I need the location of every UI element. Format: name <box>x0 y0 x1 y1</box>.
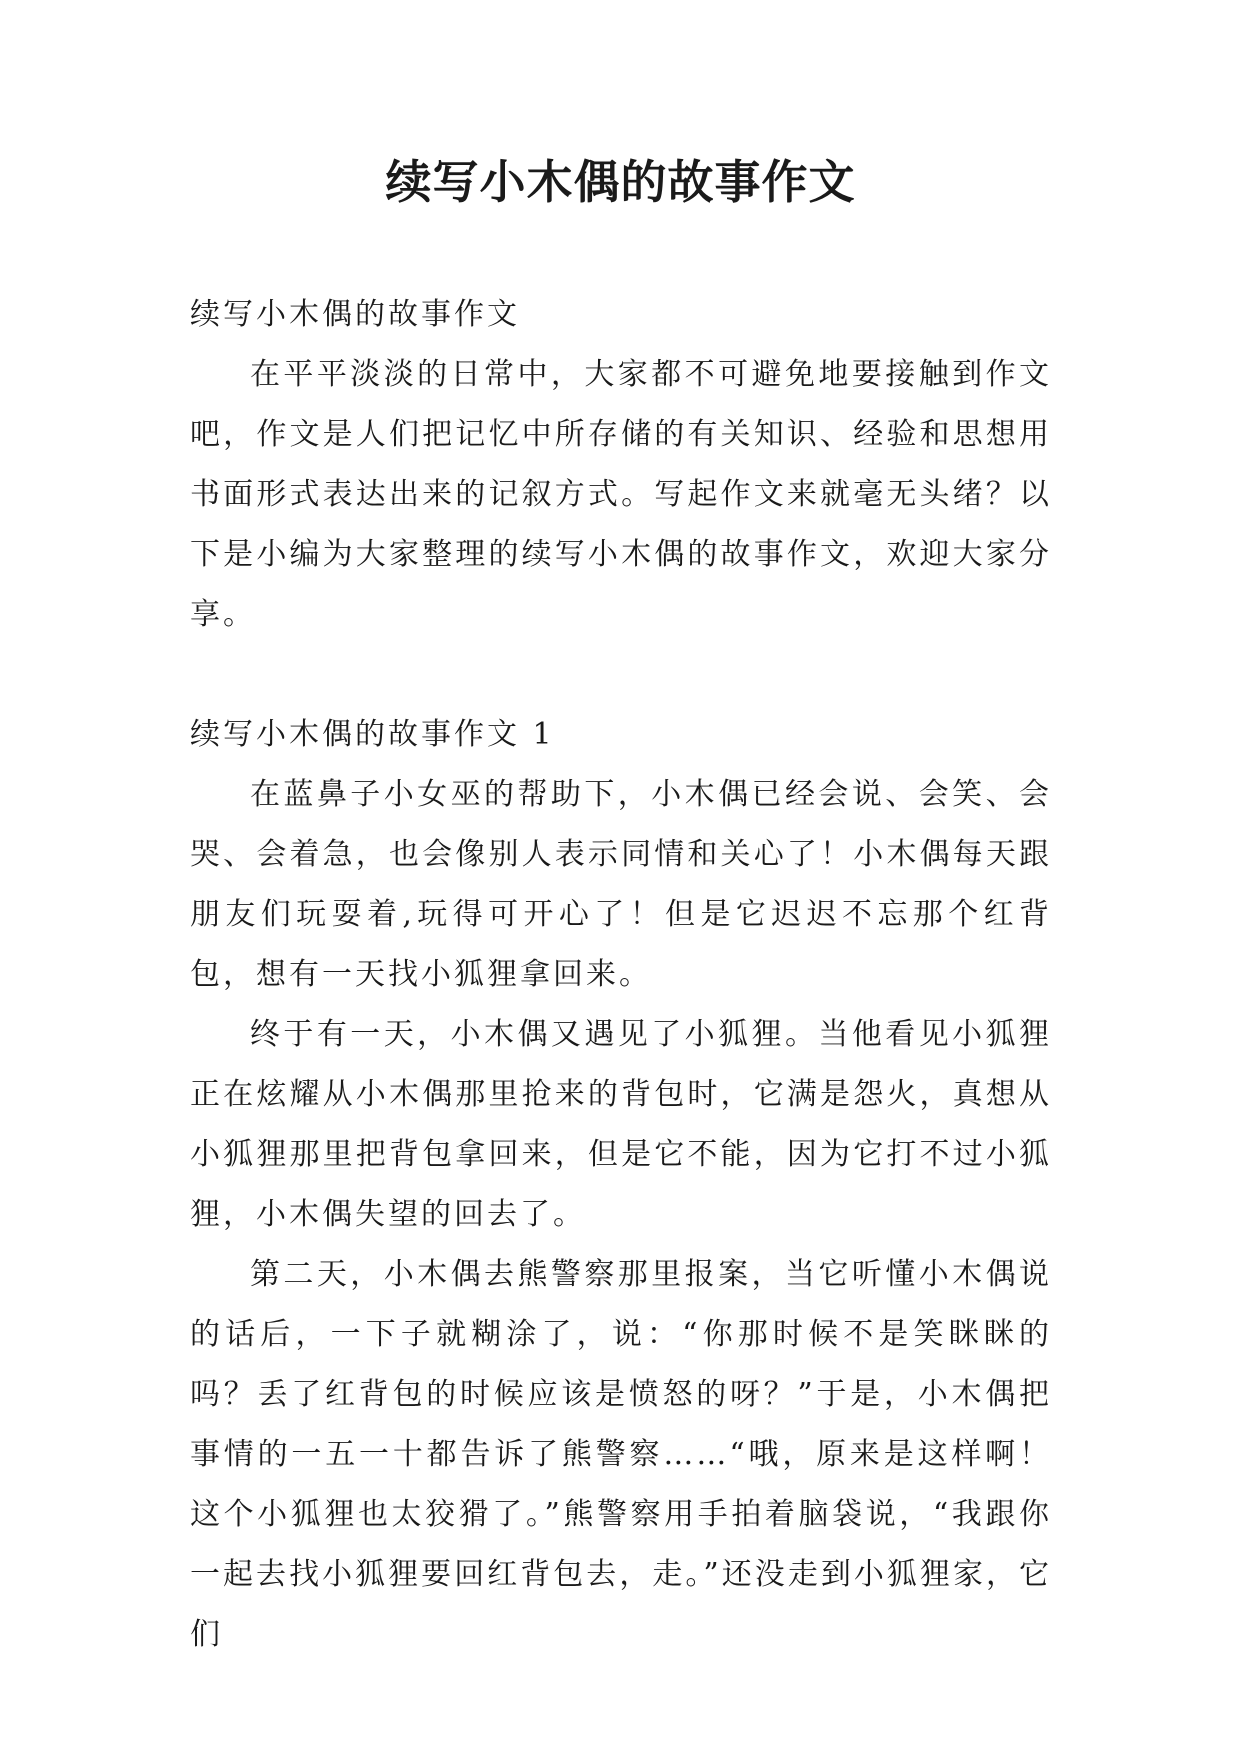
body-paragraph: 终于有一天，小木偶又遇见了小狐狸。当他看见小狐狸正在炫耀从小木偶那里抢来的背包时，它满是怨火，真想从小狐狸那里把背包拿回来，但是它不能，因为它打不过小狐狸，小木偶失望的回去了。 <box>190 1017 1052 1232</box>
document-body <box>190 285 1052 1665</box>
intro-paragraph: 在平平淡淡的日常中，大家都不可避免地要接触到作文吧，作文是人们把记忆中所存储的有关知识、经验和思想用书面形式表达出来的记叙方式。写起作文来就毫无头绪？以下是小编为大家整理的续写小木偶的故事作文，欢迎大家分享。 <box>190 357 1052 632</box>
section-spacer <box>190 645 1052 705</box>
body-paragraph: 在蓝鼻子小女巫的帮助下，小木偶已经会说、会笑、会哭、会着急，也会像别人表示同情和关心了！小木偶每天跟朋友们玩耍着,玩得可开心了！但是它迟迟不忘那个红背包，想有一天找小狐狸拿回来。 <box>190 777 1052 992</box>
body-paragraph: 第二天，小木偶去熊警察那里报案，当它听懂小木偶说的话后，一下子就糊涂了，说：“你那时候不是笑眯眯的吗？丢了红背包的时候应该是愤怒的呀？”于是，小木偶把事情的一五一十都告诉了熊警察……“哦，原来是这样啊！这个小狐狸也太狡猾了。”熊警察用手拍着脑袋说，“我跟你一起去找小狐狸要回红背包去，走。”还没走到小狐狸家，它们 <box>190 1257 1052 1652</box>
document-title: 续写小木偶的故事作文 <box>385 155 856 209</box>
section-heading: 续写小木偶的故事作文 1 <box>190 717 555 752</box>
intro-heading: 续写小木偶的故事作文 <box>190 297 520 332</box>
